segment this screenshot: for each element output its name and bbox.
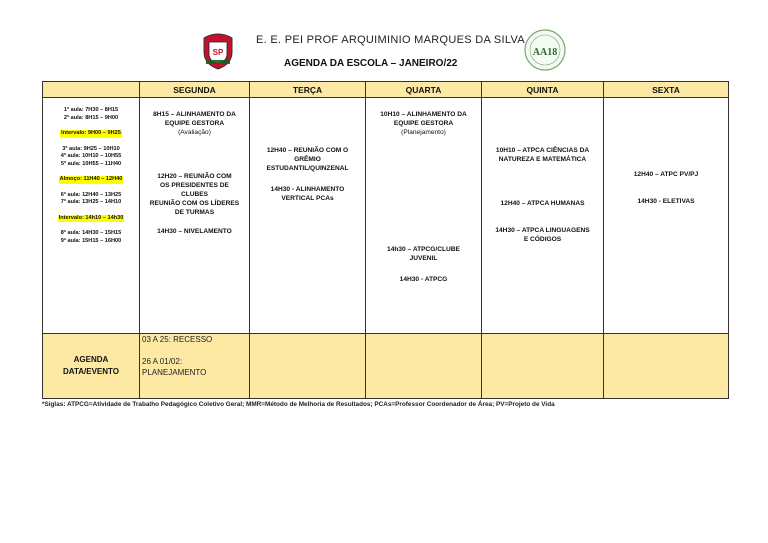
lunch-time: Almoço: 11H40 – 12H40 [59, 176, 123, 182]
agenda-title: AGENDA DA ESCOLA – JANEIRO/22 [284, 58, 458, 69]
class-time: 2ª aula: 8H15 – 9H00 [63, 114, 119, 121]
class-time: 1ª aula: 7H30 – 8H15 [63, 107, 119, 113]
schedule-table [42, 81, 729, 399]
day-header-segunda: SEGUNDA [140, 82, 250, 98]
school-name: E. E. PEI PROF ARQUIMINIO MARQUES DA SILVA [256, 34, 525, 46]
event-line: 10H10 – ATPCA CIÊNCIAS DA [495, 147, 590, 154]
event-line: 10H10 – ALINHAMENTO DA [380, 111, 467, 118]
event-line: EQUIPE GESTORA [164, 120, 225, 127]
class-times-cell [43, 98, 140, 334]
segunda-cell [140, 98, 250, 334]
sp-coat-of-arms-icon [200, 30, 236, 70]
schedule-row [43, 98, 729, 334]
event-line: CLUBES [180, 191, 209, 198]
header-row [43, 82, 729, 98]
agenda-empty-cell [366, 334, 482, 399]
footnote: *Siglas: ATPCG=Atividade de Trabalho Pedagógico Coletivo Geral; MMR=Método de Melhoria de Resultados; PCAs=Professor Coordenador de Área; PV=Projeto de Vida [42, 401, 555, 408]
class-time: 8ª aula: 14H30 – 15H15 [60, 230, 122, 236]
event-line: 12H40 – ATPC PV/PJ [633, 171, 699, 178]
agenda-events-cell [140, 334, 250, 399]
event-line: 14H30 - ALINHAMENTO [270, 186, 345, 193]
event-line: NATUREZA E MATEMÁTICA [498, 156, 587, 163]
agenda-event: PLANEJAMENTO [142, 368, 207, 377]
day-header-quarta: QUARTA [366, 82, 482, 98]
event-line: ESTUDANTIL/QUINZENAL [266, 165, 349, 172]
class-time: 7ª aula: 13H25 – 14H10 [60, 199, 122, 205]
agenda-empty-cell [482, 334, 604, 399]
event-line: 14H30 - ELETIVAS [637, 198, 695, 205]
event-line: 14H30 – NIVELAMENTO [157, 228, 232, 235]
event-line: GRÊMIO [294, 156, 321, 163]
event-line: DE TURMAS [174, 209, 215, 216]
agenda-row [43, 334, 729, 399]
day-header-terca: TERÇA [250, 82, 366, 98]
agenda-empty-cell [250, 334, 366, 399]
class-time: 6ª aula: 12H40 – 13H25 [60, 191, 122, 198]
class-time: 4ª aula: 10H10 – 10H55 [60, 153, 122, 159]
event-line: VERTICAL PCAs [281, 195, 334, 202]
event-line: JUVENIL [409, 255, 438, 262]
agenda-label-cell [43, 334, 140, 399]
break-time: Intervalo: 9H00 – 9H25 [61, 130, 121, 136]
event-line: 12H40 – REUNIÃO COM O [266, 147, 349, 154]
quinta-cell [482, 98, 604, 334]
quarta-cell [366, 98, 482, 334]
agenda-event: 26 A 01/02: [142, 357, 183, 366]
class-time: 3ª aula: 9H25 – 10H10 [62, 145, 120, 152]
event-line: (Planejamento) [401, 129, 446, 136]
svg-text:SP: SP [212, 48, 224, 57]
event-line: 14H30 - ATPCG [399, 276, 448, 283]
event-line: 14h30 – ATPCG/CLUBE [387, 246, 460, 253]
agenda-empty-cell [604, 334, 729, 399]
event-line: E CÓDIGOS [523, 236, 562, 243]
class-time: 9ª aula: 15H15 – 16H00 [60, 237, 122, 244]
agenda-label: DATA/EVENTO [62, 367, 119, 376]
event-line: 12H20 – REUNIÃO COM [157, 173, 232, 180]
sexta-cell [604, 98, 729, 334]
day-header-quinta: QUINTA [482, 82, 604, 98]
agenda-event: 03 A 25: RECESSO [142, 335, 213, 344]
corner-cell [43, 82, 140, 98]
event-line: 14H30 – ATPCA LINGUAGENS [495, 227, 590, 234]
event-line: 8H15 – ALINHAMENTO DA [153, 111, 236, 118]
break-time: Intervalo: 14h10 – 14h30 [58, 214, 124, 221]
terca-cell [250, 98, 366, 334]
event-line: EQUIPE GESTORA [393, 120, 454, 127]
class-time: 5ª aula: 10H55 – 11H40 [60, 160, 122, 167]
event-line: (Avaliação) [178, 129, 211, 136]
event-line: OS PRESIDENTES DE [160, 182, 229, 189]
event-line: 12H40 – ATPCA HUMANAS [500, 200, 585, 207]
page-header [0, 0, 768, 80]
event-line: REUNIÃO COM OS LÍDERES [149, 200, 240, 207]
day-header-sexta: SEXTA [604, 82, 729, 98]
svg-text:AA18: AA18 [532, 47, 558, 58]
school-seal-icon [520, 28, 570, 72]
agenda-label: AGENDA [73, 355, 109, 364]
